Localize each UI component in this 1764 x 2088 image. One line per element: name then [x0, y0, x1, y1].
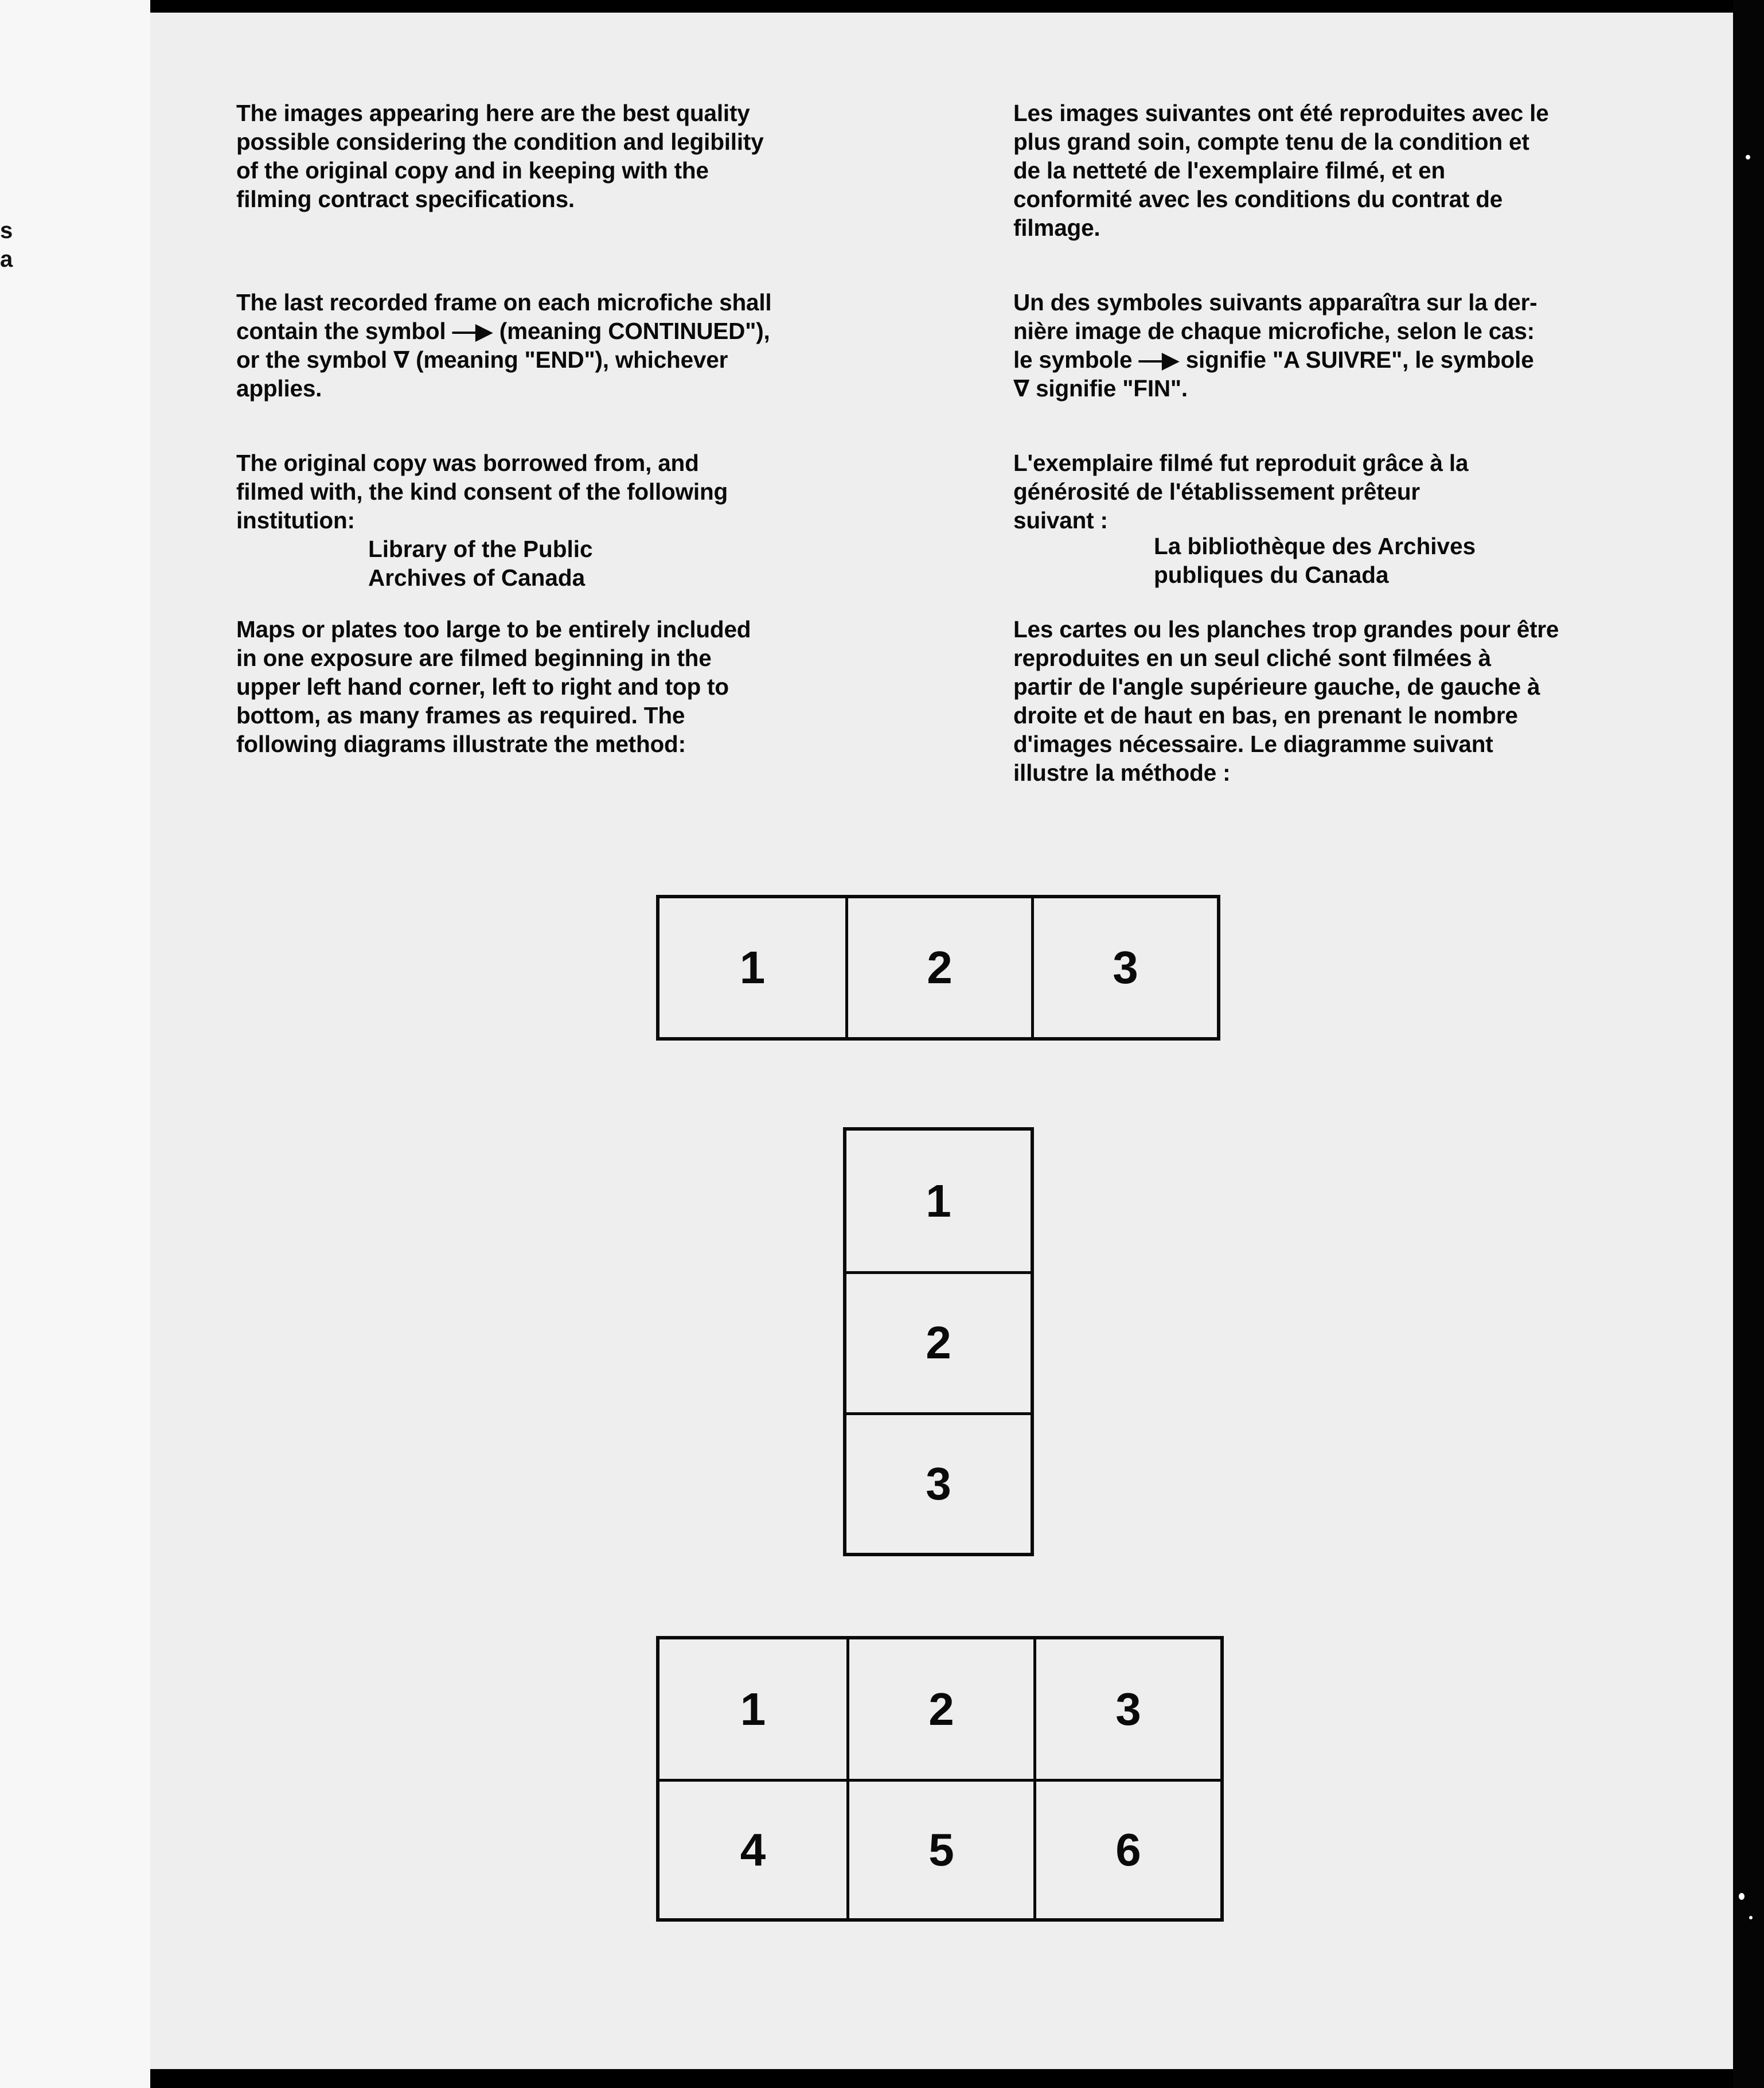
french-borrowed-notice: L'exemplaire filmé fut reproduit grâce à la générosité de l'établissement prêteur suivant :: [1013, 450, 1469, 533]
diagram-horizontal-frames: [656, 895, 1220, 1041]
frame-cell: 1: [739, 942, 766, 993]
frame-cell: 5: [846, 1779, 1033, 1918]
diagram-vertical-frames: [843, 1127, 1034, 1556]
dust-speck: [1749, 1916, 1753, 1919]
french-institution-name: La bibliothèque des Archives publiques du Canada: [1154, 533, 1476, 588]
frame-cell: 2: [846, 1271, 1031, 1412]
english-borrowed-notice: The original copy was borrowed from, and filmed with, the kind consent of the following institution:: [236, 450, 728, 533]
english-maps-notice: Maps or plates too large to be entirely included in one exposure are filmed beginning in the upper left hand corner, left to right and top to bottom, as many frames as required. The following diagrams illustrate the method:: [236, 616, 751, 757]
frame-cell: 2: [845, 898, 1031, 1037]
frame-cell: 1: [926, 1175, 951, 1226]
right-margin-strip: [1733, 0, 1764, 2088]
frame-cell: 1: [740, 1683, 766, 1735]
english-quality-notice: The images appearing here are the best quality possible considering the condition and legibility of the original copy and in keeping with the filming contract specifications.: [236, 100, 764, 212]
french-maps-notice: Les cartes ou les planches trop grandes pour être reproduites en un seul cliché sont filmées à partir de l'angle supérieure gauche, de gauche à droite et de haut en bas, en prenant le nombre d'images nécessaire. Le diagramme suivant illustre la méthode :: [1013, 616, 1559, 786]
diagram-grid-frames: [656, 1636, 1224, 1922]
margin-fragment-2: a: [0, 247, 13, 272]
frame-cell: 6: [1033, 1779, 1220, 1918]
left-margin-strip: [0, 0, 150, 2088]
english-institution-name: Library of the Public Archives of Canada: [368, 536, 593, 591]
margin-fragment-1: s: [0, 218, 13, 243]
frame-cell: 4: [659, 1779, 846, 1918]
french-quality-notice: Les images suivantes ont été reproduites avec le plus grand soin, compte tenu de la condition et de la netteté de l'exemplaire filmé, et en conformité avec les conditions du contrat de filmage.: [1013, 100, 1549, 241]
english-symbol-notice: The last recorded frame on each microfiche shall contain the symbol —▶ (meaning CONTINUED"), or the symbol ∇ (meaning "END"), whichever applies.: [236, 289, 772, 402]
dust-speck: [1739, 1893, 1745, 1900]
french-symbol-notice: Un des symboles suivants apparaîtra sur la der- nière image de chaque microfiche, selon le cas: le symbole —▶ signifie "A SUIVRE", le symbole ∇ signifie "FIN".: [1013, 289, 1537, 402]
frame-cell: 2: [846, 1639, 1033, 1779]
frame-cell: 3: [1033, 1639, 1220, 1779]
dust-speck: [1746, 155, 1750, 159]
frame-cell: 3: [846, 1412, 1031, 1553]
frame-cell: 3: [1031, 898, 1217, 1037]
microfiche-target-page: [150, 13, 1733, 2069]
